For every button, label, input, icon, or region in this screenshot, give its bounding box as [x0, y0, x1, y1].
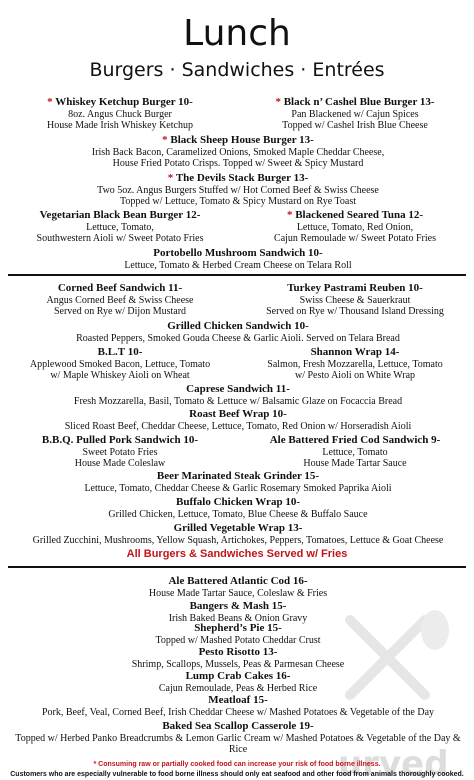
menu-item-description: w/ Pesto Aioli on White Wrap	[294, 370, 416, 381]
raw-food-asterisk: *	[47, 96, 56, 108]
menu-item-description: Swiss Cheese & Sauerkraut	[299, 295, 411, 306]
menu-item	[10, 96, 230, 131]
menu-item-title: Caprese Sandwich	[186, 383, 274, 395]
menu-item-price: 13-	[293, 172, 309, 184]
raw-food-asterisk: *	[275, 96, 284, 108]
menu-item-price: 15-	[304, 470, 320, 482]
menu-item	[244, 434, 466, 469]
menu-item-description: House Made Irish Whiskey Ketchup	[47, 120, 193, 131]
menu-item-price: 15-	[267, 622, 282, 634]
menu-item-description: Grilled Chicken, Lettuce, Tomato, Blue Cheese & Buffalo Sauce	[108, 509, 368, 520]
menu-item	[10, 172, 466, 207]
menu-item-price: 13-	[262, 646, 278, 658]
menu-item-description: Cajun Remoulade w/ Sweet Potato Fries	[274, 233, 436, 244]
menu-item-description: Salmon, Fresh Mozzarella, Lettuce, Tomato	[267, 359, 443, 370]
menu-item-price: 10-	[178, 96, 193, 108]
menu-item-name	[10, 282, 230, 295]
menu-item	[10, 522, 466, 546]
menu-item-description: Topped w/ Mashed Potato Cheddar Crust	[155, 635, 321, 646]
menu-item-price: 13-	[287, 522, 303, 534]
menu-item-name	[10, 434, 230, 447]
menu-item-description: 8oz. Angus Chuck Burger	[68, 109, 172, 120]
fries-note: All Burgers & Sandwiches Served w/ Fries	[126, 548, 348, 560]
menu-item-name	[244, 96, 466, 109]
menu-item-title: Lump Crab Cakes	[185, 670, 273, 682]
menu-item-name	[10, 172, 466, 185]
menu-item-title: The Devils Stack Burger	[175, 172, 291, 184]
menu-item-price: 11-	[275, 383, 290, 395]
menu-item-name	[10, 575, 466, 588]
menu-item	[10, 408, 466, 432]
menu-item-price: 10-	[308, 247, 323, 259]
menu-item-title: Portobello Mushroom Sandwich	[153, 247, 306, 259]
menu-item	[10, 134, 466, 169]
watermark-text: urved	[338, 744, 449, 780]
menu-item	[10, 346, 230, 381]
menu-item-name	[244, 346, 466, 359]
menu-item-price: 10-	[272, 408, 287, 420]
menu-item-name	[10, 134, 466, 147]
menu-item-title: Bangers & Mash	[189, 600, 270, 612]
menu-item-price: 10-	[183, 434, 199, 446]
menu-item	[10, 209, 230, 244]
menu-item-description: Grilled Zucchini, Mushrooms, Yellow Squash, Artichokes, Peppers, Tomatoes, Lettuce & Goat Cheese	[32, 535, 444, 546]
menu-item-description: Lettuce, Tomato, Red Onion,	[296, 222, 414, 233]
menu-item-description: House Made Tartar Sauce, Coleslaw & Fries	[148, 588, 328, 599]
menu-item-title: Beer Marinated Steak Grinder	[156, 470, 302, 482]
menu-item	[244, 282, 466, 317]
menu-item-name	[10, 470, 466, 483]
menu-item-description: w/ Maple Whiskey Aioli on Wheat	[50, 370, 190, 381]
menu-item-description: Topped w/ Cashel Irish Blue Cheese	[282, 120, 428, 131]
page-title: Lunch	[183, 13, 291, 54]
menu-item-description: Sweet Potato Fries	[82, 447, 158, 458]
raw-food-asterisk: *	[162, 134, 171, 146]
disclaimer-line-2: Customers who are especially vulnerable to food borne illness should only eat seafood and other food from animals thoroughly cooked.	[10, 771, 464, 778]
menu-item-description: Roasted Peppers, Smoked Gouda Cheese & Garlic Aioli. Served on Telara Bread	[76, 333, 400, 344]
menu-item-title: Corned Beef Sandwich	[57, 282, 166, 294]
menu-item	[10, 247, 466, 271]
menu-item-description: Pan Blackened w/ Cajun Spices	[291, 109, 419, 120]
menu-item-description: Sliced Roast Beef, Cheddar Cheese, Lettuce, Tomato, Red Onion w/ Horseradish Aioli	[64, 421, 412, 432]
menu-item-name	[10, 320, 466, 333]
raw-food-asterisk: *	[167, 172, 176, 184]
menu-item	[10, 434, 230, 469]
menu-item-price: 11-	[168, 282, 183, 294]
menu-item-title: Vegetarian Black Bean Burger	[39, 209, 183, 221]
menu-item-title: B.L.T	[97, 346, 125, 358]
menu-item-price: 16-	[292, 575, 308, 587]
raw-food-asterisk: *	[286, 209, 296, 221]
menu-item-description: Topped w/ Herbed Panko Breadcrumbs & Lemon Garlic Cream w/ Mashed Potatoes & Vegetable of the Day & Rice	[15, 733, 461, 755]
menu-item-description: Cajun Remoulade, Peas & Herbed Rice	[158, 683, 318, 694]
menu-item	[244, 96, 466, 131]
menu-item-price: 10-	[408, 282, 423, 294]
menu-item	[10, 383, 466, 407]
menu-item-price: 15-	[271, 600, 287, 612]
menu-item-description: Served on Rye w/ Thousand Island Dressing	[266, 306, 444, 317]
menu-item-name	[244, 434, 466, 447]
menu-item-price: 12-	[408, 209, 424, 221]
menu-item-description: Irish Baked Beans & Onion Gravy	[168, 613, 308, 624]
menu-item-title: Roast Beef Wrap	[189, 408, 270, 420]
menu-item-description: Angus Corned Beef & Swiss Cheese	[46, 295, 194, 306]
menu-item-title: Shannon Wrap	[310, 346, 383, 358]
menu-item-title: Ale Battered Fried Cod Sandwich	[269, 434, 429, 446]
menu-item	[10, 470, 466, 494]
menu-item	[244, 209, 466, 244]
menu-item-name	[10, 209, 230, 222]
page-subtitle: Burgers · Sandwiches · Entrées	[89, 59, 385, 81]
menu-item	[10, 320, 466, 344]
menu-item-description: Served on Rye w/ Dijon Mustard	[53, 306, 187, 317]
menu-item-title: Meatloaf	[208, 694, 251, 706]
menu-item	[10, 496, 466, 520]
menu-item-title: Shepherd’s Pie	[194, 622, 265, 634]
menu-item-description: House Fried Potato Crisps. Topped w/ Sweet & Spicy Mustard	[112, 158, 364, 169]
menu-item-name	[10, 96, 230, 109]
menu-item-description: Southwestern Aioli w/ Sweet Potato Fries	[36, 233, 204, 244]
menu-item-title: Grilled Vegetable Wrap	[173, 522, 285, 534]
menu-item-description: Fresh Mozzarella, Basil, Tomato & Lettuce w/ Balsamic Glaze on Focaccia Bread	[73, 396, 403, 407]
menu-item-name	[10, 522, 466, 535]
menu-item-price: 13-	[299, 134, 314, 146]
menu-item-name	[10, 247, 466, 260]
menu-item	[10, 282, 230, 317]
menu-item-price: 10-	[285, 496, 300, 508]
menu-item-title: Blackened Seared Tuna	[295, 209, 406, 221]
menu-item-name	[10, 408, 466, 421]
menu-item-description: Topped w/ Lettuce, Tomato & Spicy Mustard on Rye Toast	[120, 196, 356, 207]
menu-item-title: Buffalo Chicken Wrap	[176, 496, 283, 508]
menu-item-title: B.B.Q. Pulled Pork Sandwich	[41, 434, 181, 446]
menu-item-price: 9-	[431, 434, 441, 446]
menu-item-title: Black n’ Cashel Blue Burger	[283, 96, 418, 108]
menu-item-price: 12-	[185, 209, 201, 221]
menu-item-price: 10-	[127, 346, 143, 358]
menu-item-description: House Made Coleslaw	[74, 458, 166, 469]
menu-item-price: 10-	[294, 320, 309, 332]
menu-item-name	[10, 346, 230, 359]
menu-item-price: 15-	[253, 694, 268, 706]
menu-item-description: House Made Tartar Sauce	[303, 458, 407, 469]
watermark-logo	[330, 590, 470, 780]
menu-item-description: Lettuce, Tomato,	[86, 222, 154, 233]
menu-item-title: Black Sheep House Burger	[170, 134, 297, 146]
menu-item-description: Lettuce, Tomato	[322, 447, 388, 458]
menu-item-title: Whiskey Ketchup Burger	[55, 96, 176, 108]
menu-item-description: Lettuce, Tomato, Cheddar Cheese & Garlic Rosemary Smoked Paprika Aioli	[84, 483, 392, 494]
menu-item-price: 13-	[419, 96, 435, 108]
menu-item-title: Pesto Risotto	[198, 646, 260, 658]
menu-item-description: Lettuce, Tomato & Herbed Cream Cheese on Telara Roll	[124, 260, 352, 271]
menu-item-name	[244, 209, 466, 222]
menu-item-title: Grilled Chicken Sandwich	[167, 320, 292, 332]
menu-item-name	[10, 383, 466, 396]
menu-item-price: 19-	[299, 720, 314, 732]
menu-item-name	[244, 282, 466, 295]
section-divider-sandwiches	[8, 274, 466, 276]
menu-item-title: Turkey Pastrami Reuben	[287, 282, 406, 294]
menu-item-description: Pork, Beef, Veal, Corned Beef, Irish Cheddar Cheese w/ Mashed Potatoes & Vegetable of the Day	[41, 707, 435, 718]
section-divider-entrees	[8, 566, 466, 568]
menu-item	[244, 346, 466, 381]
disclaimer-line-1: * Consuming raw or partially cooked food can increase your risk of food borne illness.	[93, 761, 381, 768]
menu-item-price: 16-	[275, 670, 291, 682]
menu-item-description: Two 5oz. Angus Burgers Stuffed w/ Hot Corned Beef & Swiss Cheese	[97, 185, 379, 196]
menu-item-title: Baked Sea Scallop Casserole	[162, 720, 297, 732]
menu-item-price: 14-	[384, 346, 400, 358]
menu-item-name	[10, 496, 466, 509]
menu-item-title: Ale Battered Atlantic Cod	[168, 575, 291, 587]
menu-item-description: Shrimp, Scallops, Mussels, Peas & Parmesan Cheese	[131, 659, 345, 670]
menu-item-description: Applewood Smoked Bacon, Lettuce, Tomato	[29, 359, 211, 370]
menu-item-description: Irish Back Bacon, Caramelized Onions, Smoked Maple Cheddar Cheese,	[91, 147, 385, 158]
